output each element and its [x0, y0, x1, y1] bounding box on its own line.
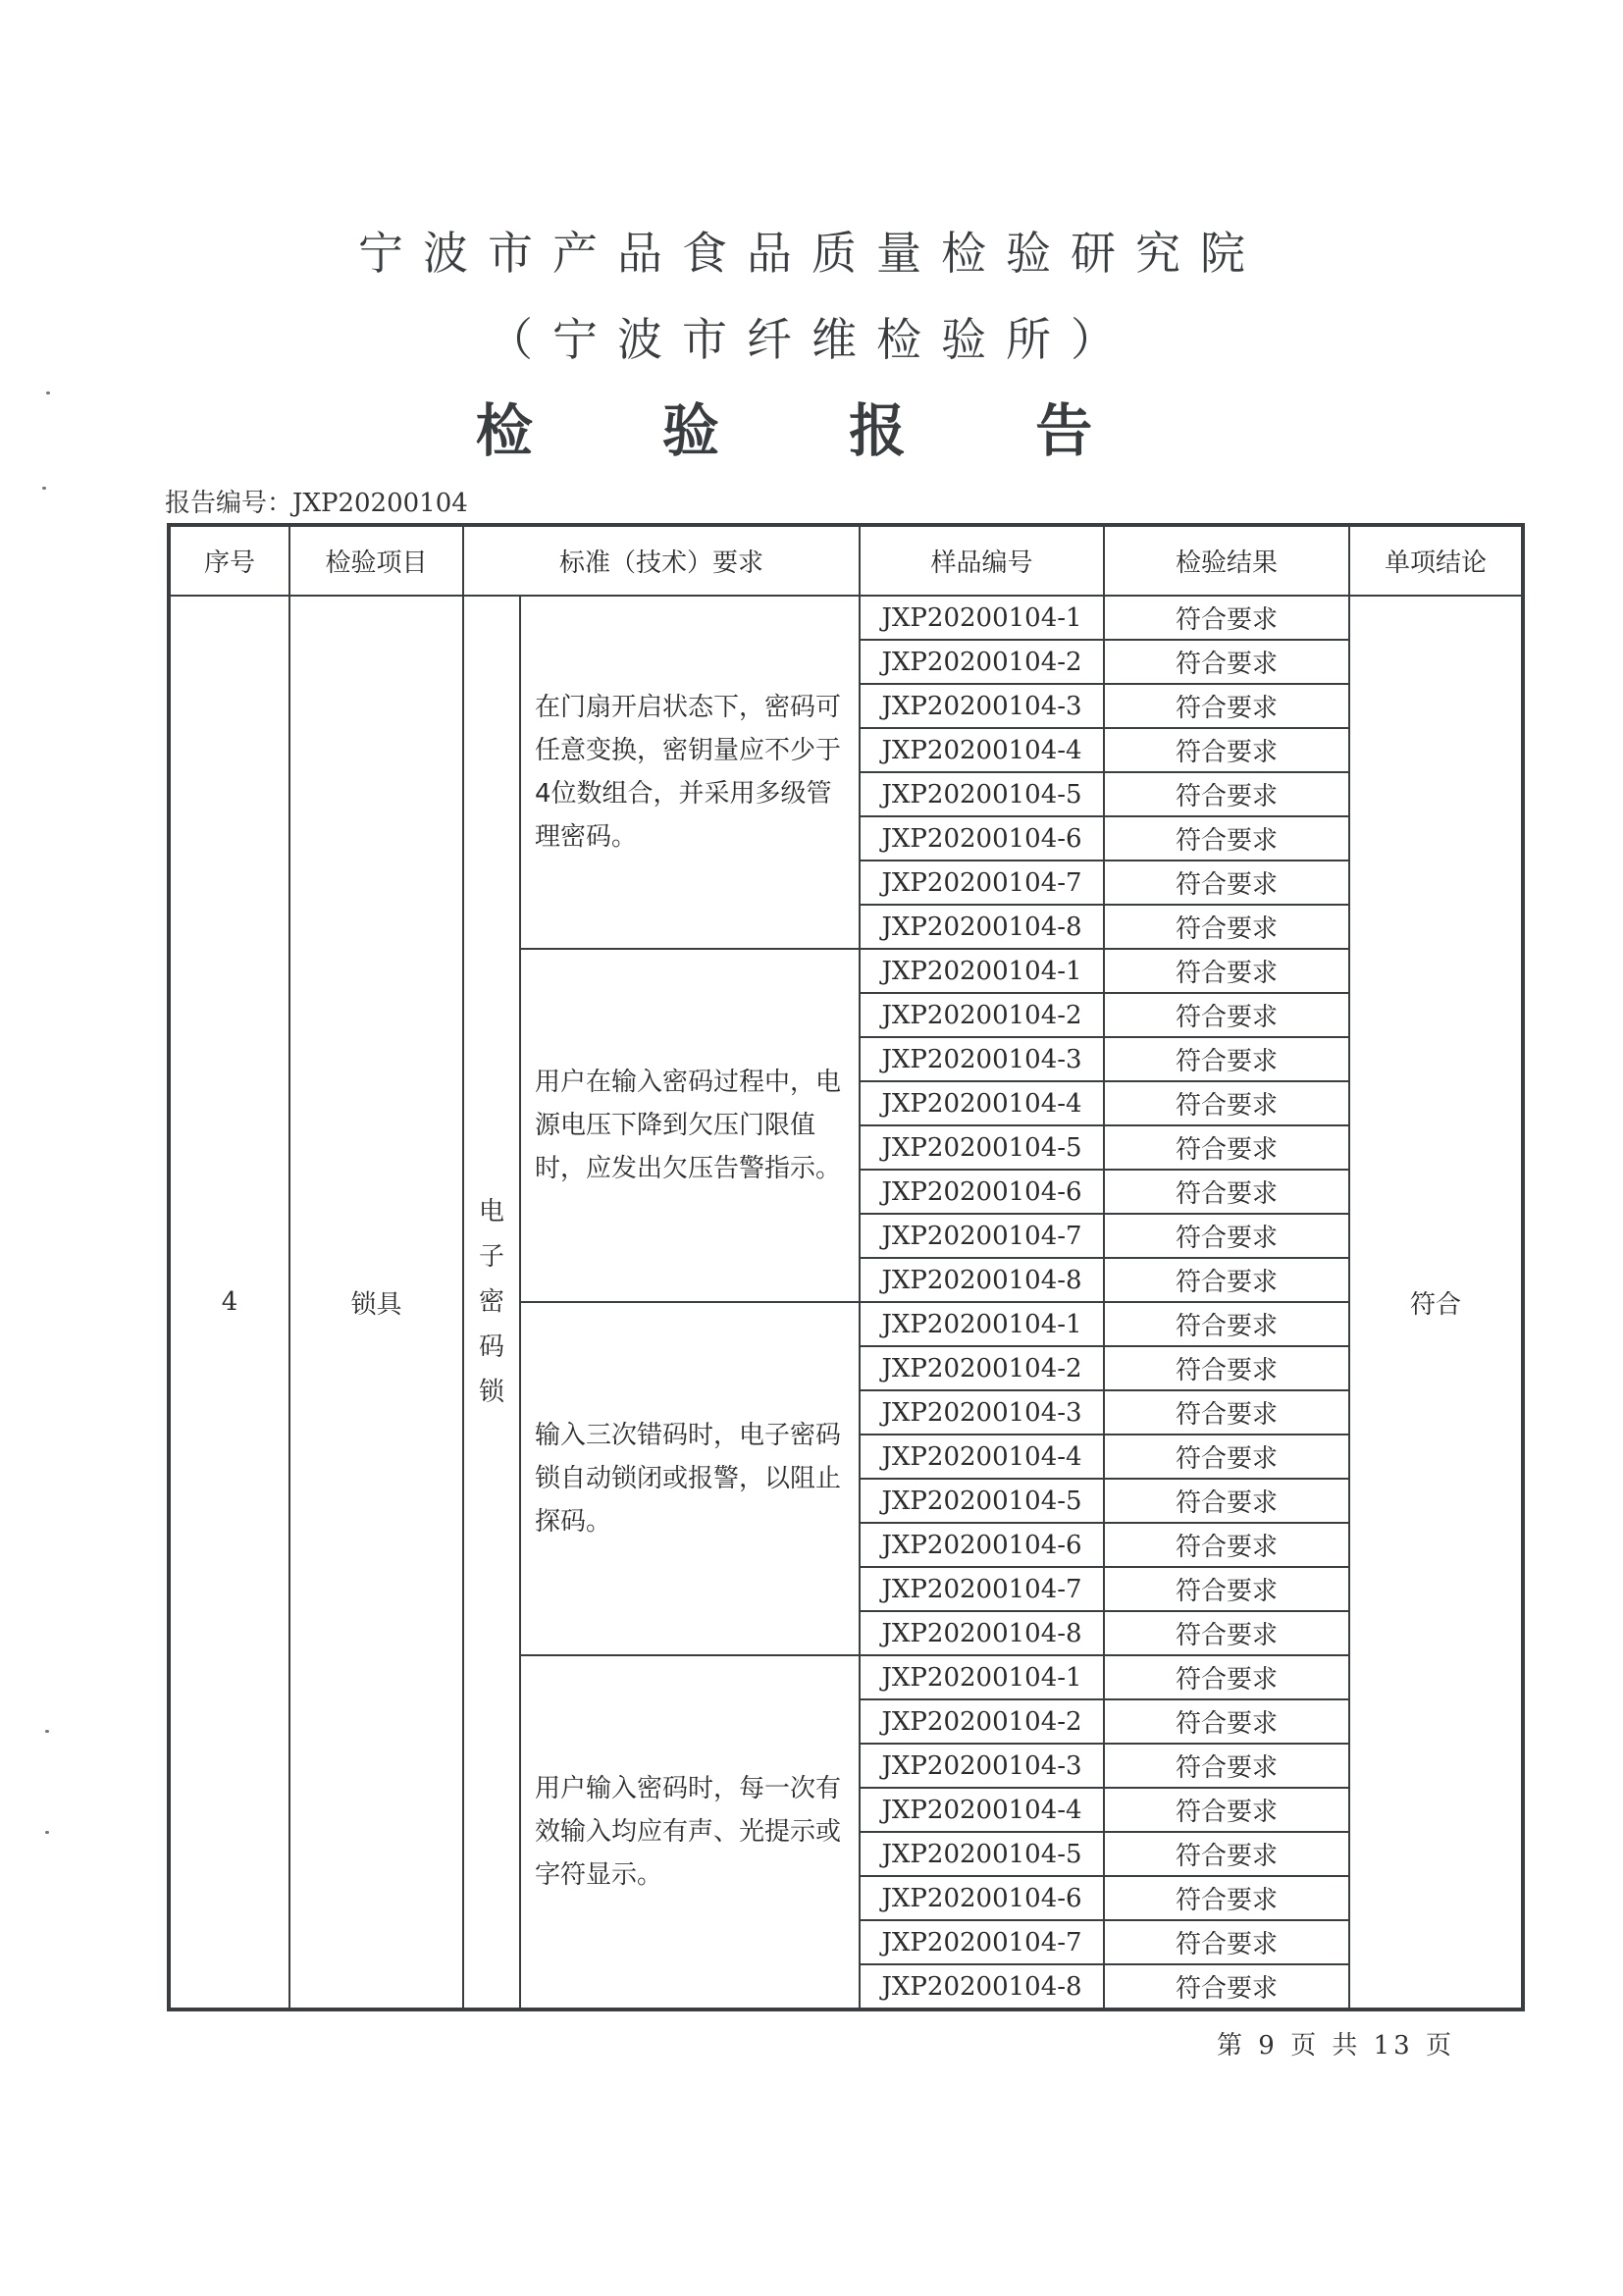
result-cell: 符合要求 [1104, 949, 1349, 993]
col-header-requirement: 标准（技术）要求 [463, 525, 860, 596]
sub-item-cell [463, 596, 520, 2009]
sample-id-cell: JXP20200104-2 [860, 640, 1104, 684]
result-cell: 符合要求 [1104, 1964, 1349, 2009]
result-cell: 符合要求 [1104, 1302, 1349, 1346]
result-cell: 符合要求 [1104, 1920, 1349, 1964]
sample-id-cell: JXP20200104-5 [860, 772, 1104, 816]
sample-id-cell: JXP20200104-4 [860, 728, 1104, 772]
sample-id-cell: JXP20200104-6 [860, 1523, 1104, 1567]
sample-id-cell: JXP20200104-6 [860, 816, 1104, 861]
sample-id-cell: JXP20200104-7 [860, 1214, 1104, 1258]
result-cell: 符合要求 [1104, 1655, 1349, 1699]
result-cell: 符合要求 [1104, 905, 1349, 949]
col-header-item: 检验项目 [289, 525, 463, 596]
inspection-table [167, 523, 1525, 2011]
sample-id-cell: JXP20200104-1 [860, 1655, 1104, 1699]
report-number [165, 483, 468, 519]
sample-id-cell: JXP20200104-5 [860, 1125, 1104, 1170]
col-header-seq: 序号 [169, 525, 289, 596]
result-cell: 符合要求 [1104, 596, 1349, 640]
result-cell: 符合要求 [1104, 640, 1349, 684]
sample-id-cell: JXP20200104-1 [860, 596, 1104, 640]
sample-id-cell: JXP20200104-5 [860, 1479, 1104, 1523]
institute-name: 宁波市产品食品质量检验研究院 [358, 227, 1265, 280]
sample-id-cell: JXP20200104-2 [860, 993, 1104, 1037]
result-cell: 符合要求 [1104, 861, 1349, 905]
report-number-value: JXP20200104 [292, 489, 468, 518]
sub-institute-name: （宁波市纤维检验所） [488, 313, 1135, 366]
result-cell: 符合要求 [1104, 1611, 1349, 1655]
sample-id-cell: JXP20200104-7 [860, 1920, 1104, 1964]
result-cell: 符合要求 [1104, 772, 1349, 816]
item-cell: 锁具 [289, 596, 463, 2009]
scan-speck [45, 1730, 49, 1733]
requirement-text: 用户在输入密码过程中，电源电压下降到欠压门限值时，应发出欠压告警指示。 [520, 949, 860, 1302]
result-cell: 符合要求 [1104, 1567, 1349, 1611]
scan-speck [42, 487, 46, 490]
result-cell: 符合要求 [1104, 1037, 1349, 1081]
col-header-sample-id: 样品编号 [860, 525, 1104, 596]
result-cell: 符合要求 [1104, 1258, 1349, 1302]
result-cell: 符合要求 [1104, 1170, 1349, 1214]
result-cell: 符合要求 [1104, 1744, 1349, 1788]
table-row [169, 596, 1523, 640]
result-cell: 符合要求 [1104, 1876, 1349, 1920]
sub-item-char: 码 [478, 1332, 504, 1362]
result-cell: 符合要求 [1104, 1699, 1349, 1744]
sample-id-cell: JXP20200104-8 [860, 1258, 1104, 1302]
sample-id-cell: JXP20200104-1 [860, 949, 1104, 993]
sub-item-char: 密 [478, 1287, 504, 1317]
requirement-text: 在门扇开启状态下，密码可任意变换，密钥量应不少于4位数组合，并采用多级管理密码。 [520, 596, 860, 949]
result-cell: 符合要求 [1104, 1214, 1349, 1258]
result-cell: 符合要求 [1104, 1435, 1349, 1479]
report-number-label: 报告编号： [165, 489, 293, 518]
table-header-row [169, 525, 1523, 596]
seq-cell: 4 [169, 596, 289, 2009]
sub-item-char: 子 [478, 1242, 504, 1272]
sample-id-cell: JXP20200104-7 [860, 1567, 1104, 1611]
requirement-text: 用户输入密码时，每一次有效输入均应有声、光提示或字符显示。 [520, 1655, 860, 2009]
conclusion-cell: 符合 [1349, 596, 1523, 2009]
result-cell: 符合要求 [1104, 1081, 1349, 1125]
result-cell: 符合要求 [1104, 1125, 1349, 1170]
sample-id-cell: JXP20200104-4 [860, 1435, 1104, 1479]
requirement-text: 输入三次错码时，电子密码锁自动锁闭或报警，以阻止探码。 [520, 1302, 860, 1655]
sample-id-cell: JXP20200104-2 [860, 1699, 1104, 1744]
sample-id-cell: JXP20200104-3 [860, 684, 1104, 728]
col-header-conclusion: 单项结论 [1349, 525, 1523, 596]
scan-speck [45, 1831, 49, 1834]
document-title: 检 验 报 告 [475, 397, 1148, 464]
sample-id-cell: JXP20200104-6 [860, 1170, 1104, 1214]
result-cell: 符合要求 [1104, 1523, 1349, 1567]
sample-id-cell: JXP20200104-6 [860, 1876, 1104, 1920]
result-cell: 符合要求 [1104, 1390, 1349, 1435]
result-cell: 符合要求 [1104, 816, 1349, 861]
sample-id-cell: JXP20200104-4 [860, 1788, 1104, 1832]
sample-id-cell: JXP20200104-3 [860, 1744, 1104, 1788]
sample-id-cell: JXP20200104-7 [860, 861, 1104, 905]
sample-id-cell: JXP20200104-5 [860, 1832, 1104, 1876]
sample-id-cell: JXP20200104-1 [860, 1302, 1104, 1346]
result-cell: 符合要求 [1104, 684, 1349, 728]
sub-item-char: 锁 [478, 1378, 504, 1407]
result-cell: 符合要求 [1104, 993, 1349, 1037]
result-cell: 符合要求 [1104, 1346, 1349, 1390]
sample-id-cell: JXP20200104-2 [860, 1346, 1104, 1390]
sample-id-cell: JXP20200104-8 [860, 1611, 1104, 1655]
sample-id-cell: JXP20200104-3 [860, 1390, 1104, 1435]
result-cell: 符合要求 [1104, 1479, 1349, 1523]
sample-id-cell: JXP20200104-8 [860, 1964, 1104, 2009]
result-cell: 符合要求 [1104, 1788, 1349, 1832]
result-cell: 符合要求 [1104, 728, 1349, 772]
sub-item-char: 电 [478, 1197, 504, 1226]
col-header-result: 检验结果 [1104, 525, 1349, 596]
page-number: 第 9 页 共 13 页 [1217, 2031, 1455, 2061]
result-cell: 符合要求 [1104, 1832, 1349, 1876]
sample-id-cell: JXP20200104-8 [860, 905, 1104, 949]
sample-id-cell: JXP20200104-4 [860, 1081, 1104, 1125]
sample-id-cell: JXP20200104-3 [860, 1037, 1104, 1081]
